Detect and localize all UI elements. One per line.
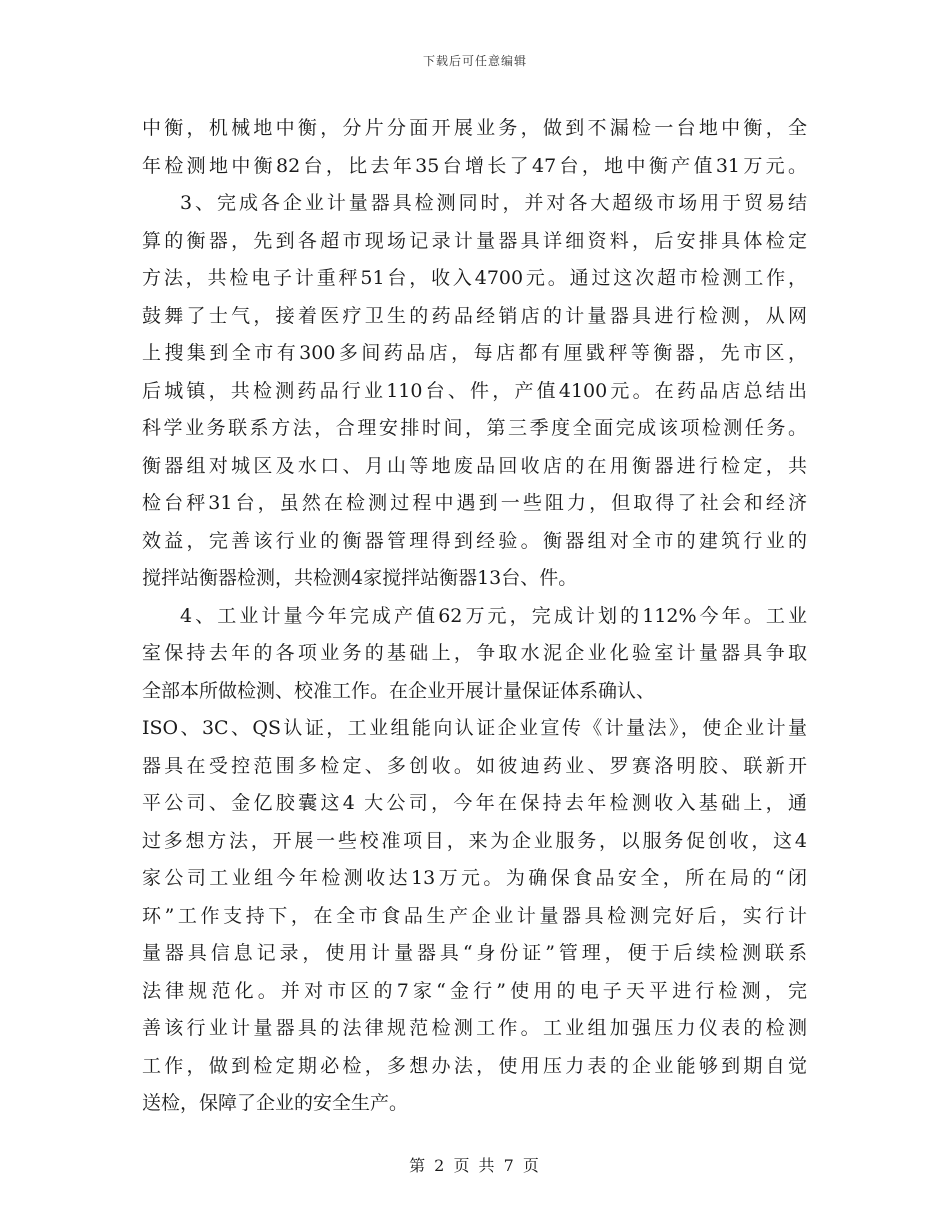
text-line: 器具在受控范围多检定、多创收。如彼迪药业、罗赛洛明胶、联新开 xyxy=(142,754,807,777)
paragraph-start-line: 3、完成各企业计量器具检测同时，并对各大超级市场用于贸易结 xyxy=(180,192,807,214)
page-footer: 第 2 页 共 7 页 xyxy=(409,1156,541,1175)
text-line: 年检测地中衡82台，比去年35台增长了47台，地中衡产值31万元。 xyxy=(142,154,807,177)
text-line: 中衡，机械地中衡，分片分面开展业务，做到不漏检一台地中衡，全 xyxy=(142,117,807,139)
text-line: 环”工作支持下，在全市食品生产企业计量器具检测完好后，实行计 xyxy=(142,904,807,927)
text-line: 家公司工业组今年检测收达13万元。为确保食品安全，所在局的“闭 xyxy=(142,867,807,889)
paragraph-end-line: 送检，保障了企业的安全生产。 xyxy=(142,1092,409,1114)
text-line: 过多想方法，开展一些校准项目，来为企业服务，以服务促创收，这4 xyxy=(142,829,807,852)
text-line: ISO、3C、QS认证，工业组能向认证企业宣传《计量法》，使企业计量 xyxy=(142,717,807,739)
text-line: 量器具信息记录，使用计量器具“身份证”管理，便于后续检测联系 xyxy=(142,942,807,964)
document-body xyxy=(142,110,807,1123)
page-header: 下载后可任意编辑 xyxy=(422,54,527,68)
text-line: 鼓舞了士气，接着医疗卫生的药品经销店的计量器具进行检测，从网 xyxy=(142,304,807,327)
text-line: 上搜集到全市有300多间药品店，每店都有厘戥秤等衡器，先市区， xyxy=(142,342,807,364)
text-line: 全部本所做检测、校准工作。在企业开展计量保证体系确认、 xyxy=(142,679,656,702)
text-line: 衡器组对城区及水口、月山等地废品回收店的在用衡器进行检定，共 xyxy=(142,454,807,477)
text-line: 工作，做到检定期必检，多想办法，使用压力表的企业能够到期自觉 xyxy=(142,1054,807,1077)
paragraph-start-line: 4、工业计量今年完成产值62万元，完成计划的112%今年。工业 xyxy=(180,604,807,627)
text-line: 算的衡器，先到各超市现场记录计量器具详细资料，后安排具体检定 xyxy=(142,229,807,252)
text-line: 后城镇，共检测药品行业110台、件，产值4100元。在药品店总结出 xyxy=(142,379,807,402)
text-line: 效益，完善该行业的衡器管理得到经验。衡器组对全市的建筑行业的 xyxy=(142,529,807,552)
text-line: 方法，共检电子计重秤51台，收入4700元。通过这次超市检测工作， xyxy=(142,267,807,289)
text-line: 科学业务联系方法，合理安排时间，第三季度全面完成该项检测任务。 xyxy=(142,417,807,439)
text-line: 室保持去年的各项业务的基础上，争取水泥企业化验室计量器具争取 xyxy=(142,642,807,664)
text-line: 善该行业计量器具的法律规范检测工作。工业组加强压力仪表的检测 xyxy=(142,1017,807,1039)
paragraph-end-line: 搅拌站衡器检测，共检测4家搅拌站衡器13台、件。 xyxy=(142,567,578,589)
text-line: 检台秤31台，虽然在检测过程中遇到一些阻力，但取得了社会和经济 xyxy=(142,492,807,514)
text-line: 法律规范化。并对市区的7家“金行”使用的电子天平进行检测，完 xyxy=(142,979,807,1002)
text-line: 平公司、金亿胶囊这4 大公司，今年在保持去年检测收入基础上，通 xyxy=(142,792,807,814)
